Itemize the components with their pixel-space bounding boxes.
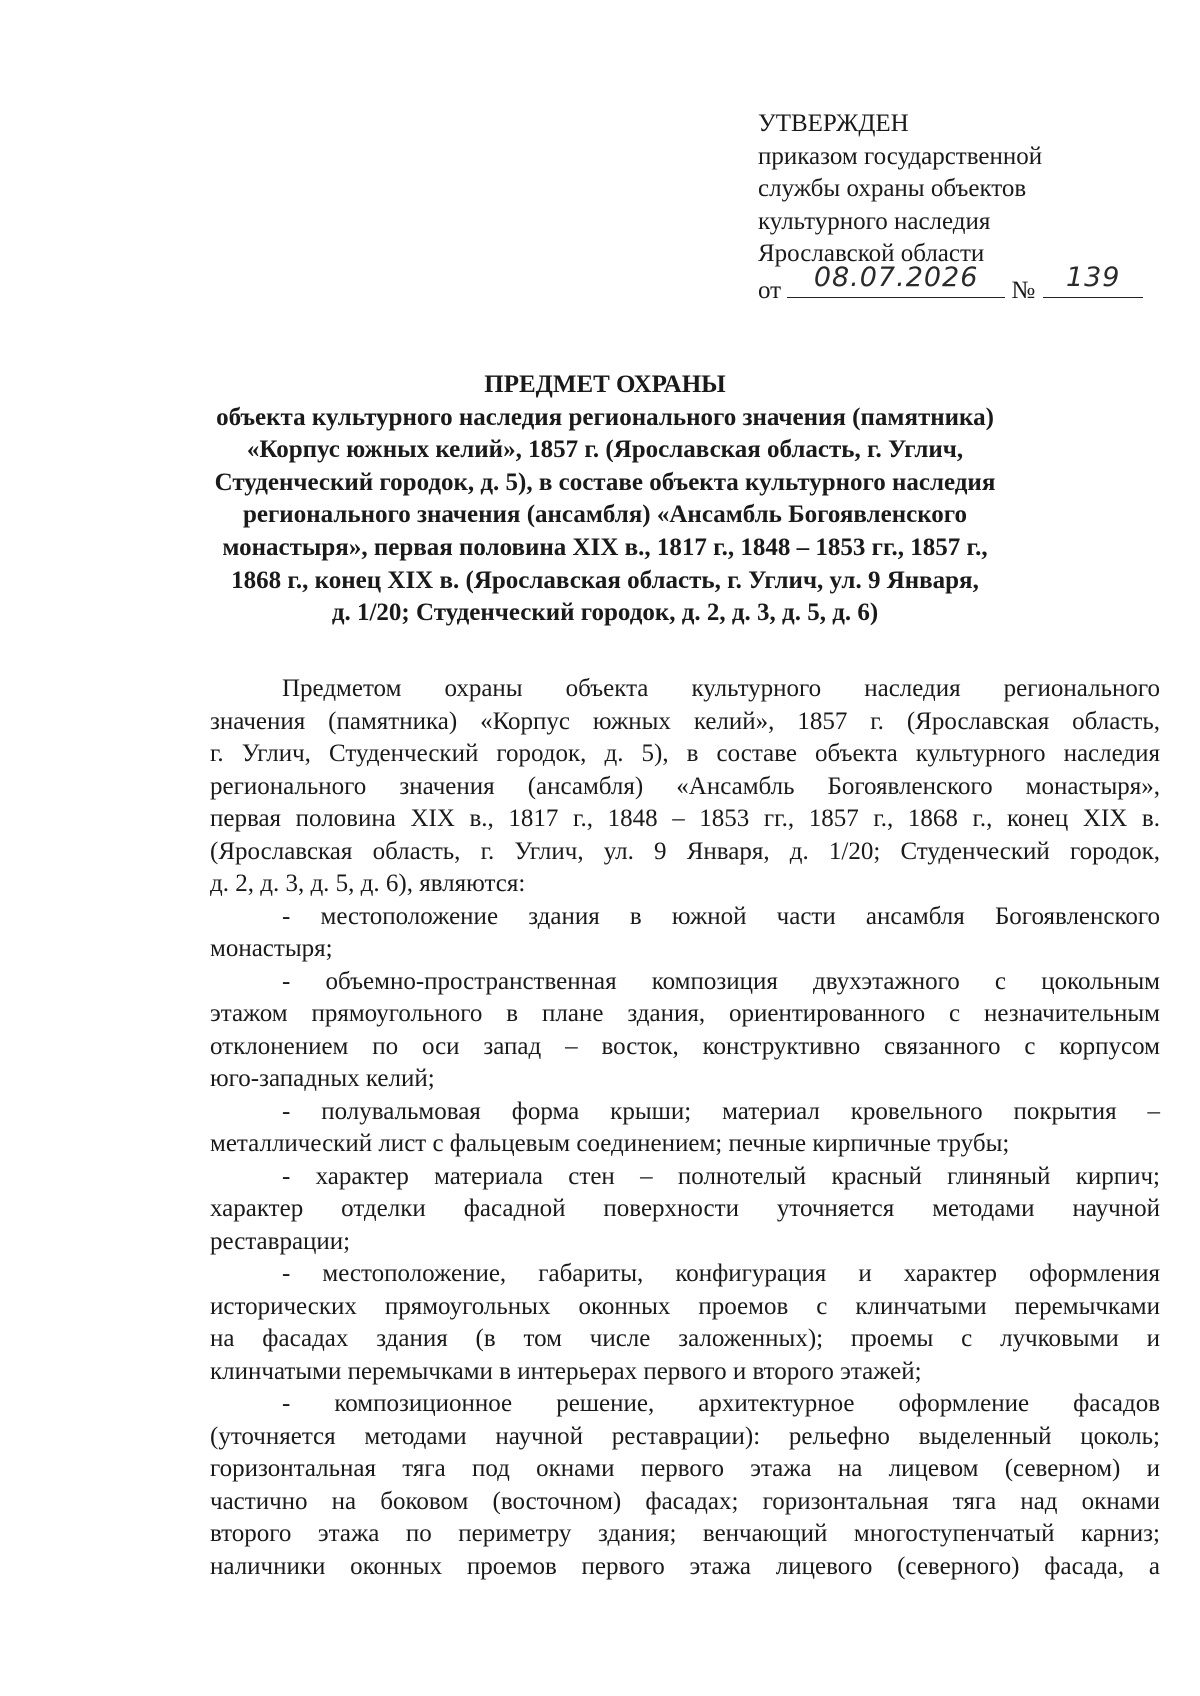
body-line: наличники оконных проемов первого этажа лицевого (северного) фасада, а (210, 1552, 1160, 1580)
body-line: (уточняется методами научной реставрации): рельефно выделенный цоколь; (210, 1422, 1160, 1450)
handwritten-number: 139 (1065, 262, 1121, 293)
body-line: - характер материала стен – полнотелый красный глиняный кирпич; (282, 1162, 1160, 1190)
date-prefix: от (758, 276, 782, 304)
body-line: первая половина XIX в., 1817 г., 1848 – 1853 гг., 1857 г., 1868 г., конец XIX в. (210, 805, 1160, 832)
body-line: на фасадах здания (в том числе заложенных); проемы с лучковыми и (210, 1325, 1160, 1352)
body-line: второго этажа по периметру здания; венчающий многоступенчатый карниз; (210, 1520, 1160, 1547)
approval-date-number-row (758, 262, 1148, 305)
body-line: этажом прямоугольного в плане здания, ориентированного с незначительным (210, 1000, 1160, 1027)
approval-line: службы охраны объектов (758, 175, 1027, 202)
body-line: (Ярославская область, г. Углич, ул. 9 Января, д. 1/20; Студенческий городок, (210, 837, 1160, 865)
body-line: характер отделки фасадной поверхности уточняется методами научной (210, 1195, 1160, 1222)
title-line: регионального значения (ансамбля) «Ансамбль Богоявленского (242, 501, 968, 529)
body-line: - местоположение здания в южной части ансамбля Богоявленского (282, 902, 1160, 930)
title-line: монастыря», первая половина XIX в., 1817 г., 1848 – 1853 гг., 1857 г., (222, 533, 988, 561)
title-line: 1868 г., конец XIX в. (Ярославская область, г. Углич, ул. 9 Января, (231, 566, 979, 594)
approval-line: приказом государственной (758, 142, 1043, 170)
approval-line: культурного наследия (758, 207, 991, 235)
body-line: - местоположение, габариты, конфигурация и характер оформления (282, 1260, 1160, 1287)
body-line: значения (памятника) «Корпус южных келий», 1857 г. (Ярославская область, (210, 707, 1160, 735)
title-heading: ПРЕДМЕТ ОХРАНЫ (484, 371, 726, 398)
body-line: юго-западных келий; (210, 1065, 435, 1092)
body-line: - объемно-пространственная композиция двухэтажного с цокольным (282, 967, 1160, 995)
body-line: реставрации; (210, 1227, 351, 1255)
document-title (210, 369, 1000, 630)
body-line: регионального значения (ансамбля) «Ансамбль Богоявленского монастыря», (210, 772, 1160, 800)
title-line: Студенческий городок, д. 5), в составе объекта культурного наследия (214, 468, 996, 496)
document-body (210, 673, 1160, 1583)
body-line: горизонтальная тяга под окнами первого этажа на лицевом (северном) и (210, 1455, 1160, 1482)
body-line: г. Углич, Студенческий городок, д. 5), в составе объекта культурного наследия (210, 740, 1160, 767)
approval-heading: УТВЕРЖДЕН (758, 110, 909, 137)
body-line: исторических прямоугольных оконных проемов с клинчатыми перемычками (210, 1292, 1160, 1320)
body-line: - композиционное решение, архитектурное оформление фасадов (282, 1390, 1160, 1417)
handwritten-date: 08.07.2026 (813, 262, 979, 293)
number-field (1043, 262, 1143, 298)
body-line: - полувальмовая форма крыши; материал кровельного покрытия – (282, 1097, 1160, 1125)
title-line: «Корпус южных келий», 1857 г. (Ярославская область, г. Углич, (246, 436, 964, 464)
date-field (787, 262, 1005, 298)
body-line: Предметом охраны объекта культурного наследия регионального (282, 675, 1160, 702)
body-line: монастыря; (210, 935, 333, 962)
title-line: д. 1/20; Студенческий городок, д. 2, д. 3, д. 5, д. 6) (331, 599, 879, 627)
body-line: отклонением по оси запад – восток, конструктивно связанного с корпусом (210, 1032, 1160, 1060)
number-sign: № (1011, 276, 1036, 304)
body-line: д. 2, д. 3, д. 5, д. 6), являются: (210, 870, 526, 897)
body-line: частично на боковом (восточном) фасадах; горизонтальная тяга над окнами (210, 1487, 1160, 1515)
body-line: металлический лист с фальцевым соединением; печные кирпичные трубы; (210, 1130, 1010, 1157)
body-line: клинчатыми перемычками в интерьерах первого и второго этажей; (210, 1357, 922, 1385)
approval-line: Ярославской области (758, 240, 985, 267)
title-line: объекта культурного наследия регионального значения (памятника) (216, 403, 994, 431)
approval-block (758, 108, 1148, 305)
